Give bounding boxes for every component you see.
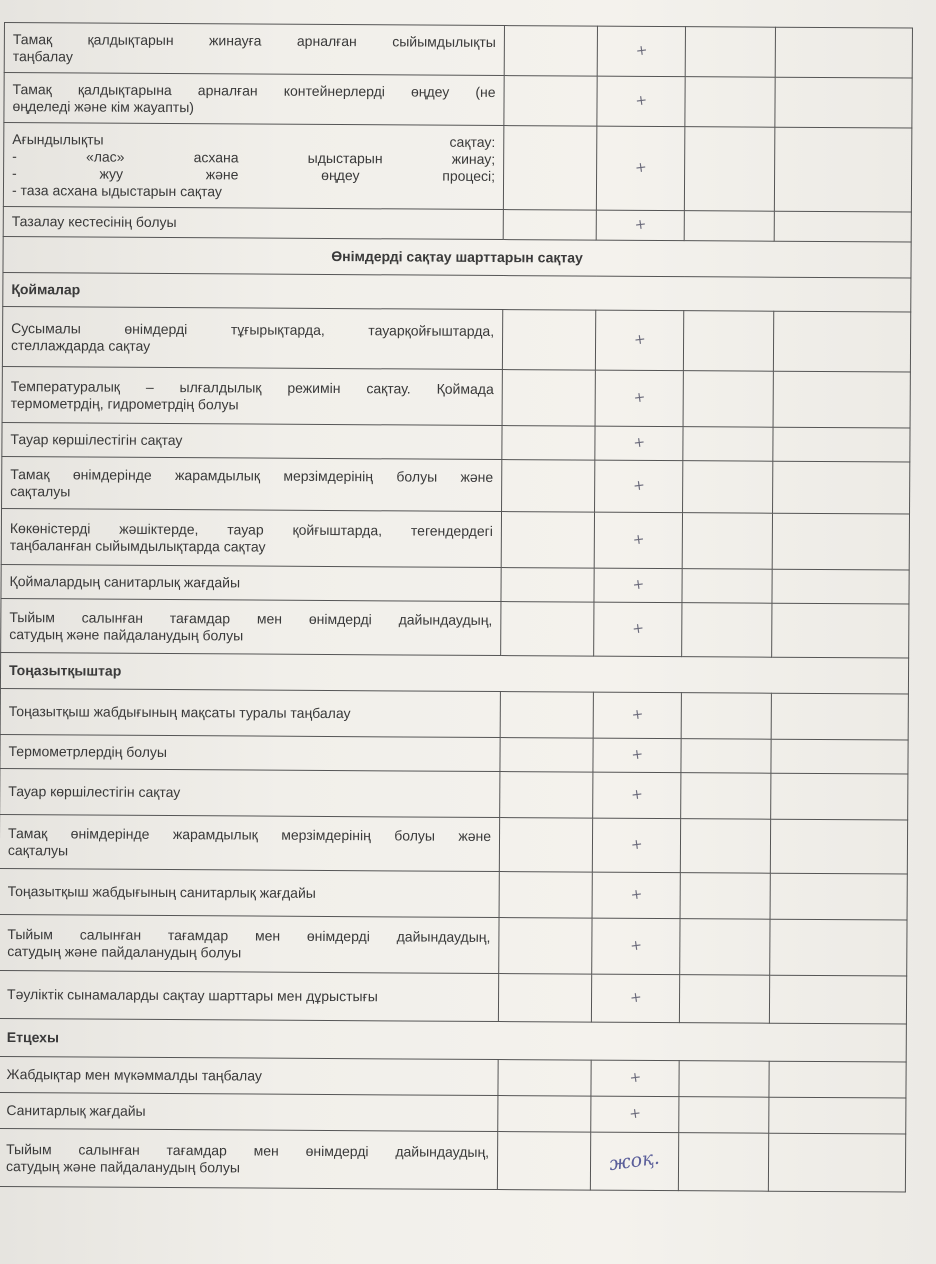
empty-cell bbox=[501, 602, 594, 657]
handwritten-mark bbox=[590, 1132, 678, 1191]
handwritten-mark bbox=[592, 918, 680, 975]
handwritten-mark bbox=[594, 512, 682, 569]
item-description bbox=[4, 73, 504, 126]
item-description bbox=[0, 1056, 498, 1095]
empty-cell bbox=[499, 872, 592, 919]
handwritten-mark bbox=[591, 1060, 679, 1097]
empty-cell bbox=[772, 603, 909, 658]
empty-cell bbox=[683, 427, 773, 462]
empty-cell bbox=[773, 427, 910, 462]
table-row bbox=[0, 914, 907, 976]
table-row bbox=[2, 422, 910, 462]
handwritten-mark-text: + bbox=[629, 886, 643, 904]
handwritten-mark bbox=[597, 26, 685, 77]
item-description-line: Көкөністерді жәшіктерде, тауар қойғыштарда, тегендердегі bbox=[9, 519, 493, 539]
empty-cell bbox=[768, 1133, 905, 1192]
empty-cell bbox=[683, 461, 773, 514]
handwritten-mark-text: жоқ. bbox=[607, 1146, 662, 1176]
item-description bbox=[3, 123, 504, 210]
handwritten-mark-text: + bbox=[629, 836, 644, 854]
handwritten-mark bbox=[594, 568, 682, 603]
item-description-line: Санитарлық жағдайы bbox=[6, 1102, 146, 1119]
table-row bbox=[3, 123, 911, 213]
table-row bbox=[0, 1056, 906, 1098]
table-row bbox=[1, 508, 909, 570]
table-row bbox=[4, 73, 912, 129]
item-description bbox=[0, 970, 499, 1021]
item-description-line: Температуралық – ылғалдылық режимін сақтау. Қоймада bbox=[10, 377, 494, 397]
handwritten-mark-text: + bbox=[628, 1069, 642, 1087]
handwritten-mark-text: + bbox=[634, 42, 649, 60]
empty-cell bbox=[773, 371, 910, 428]
item-description bbox=[0, 1128, 498, 1189]
handwritten-mark-text: + bbox=[633, 159, 648, 177]
item-description bbox=[3, 206, 503, 239]
handwritten-mark-text: + bbox=[630, 620, 645, 638]
empty-cell bbox=[503, 126, 597, 211]
empty-cell bbox=[685, 27, 775, 78]
empty-cell bbox=[682, 603, 772, 658]
empty-cell bbox=[771, 773, 908, 820]
handwritten-mark-text: + bbox=[628, 989, 643, 1007]
handwritten-mark-text: + bbox=[631, 434, 646, 452]
handwritten-mark bbox=[595, 460, 683, 513]
handwritten-mark bbox=[595, 426, 683, 461]
item-description-line: Тәуліктік сынамаларды сақтау шарттары мен дұрыстығы bbox=[7, 986, 378, 1005]
item-description-line: сақталуы bbox=[10, 482, 71, 499]
item-description-line: сатудың және пайдаланудың болуы bbox=[9, 625, 244, 643]
empty-cell bbox=[679, 1097, 769, 1134]
empty-cell bbox=[773, 461, 910, 514]
empty-cell bbox=[502, 460, 595, 513]
empty-cell bbox=[681, 739, 771, 774]
item-description-line: - жуу және өңдеу процесі; bbox=[12, 164, 496, 184]
table-row bbox=[0, 1128, 906, 1192]
item-description-line: Тыйым салынған тағамдар мен өнімдерді дайындаудың, bbox=[6, 1140, 490, 1160]
empty-cell bbox=[678, 1133, 768, 1192]
table-row bbox=[1, 564, 909, 604]
empty-cell bbox=[771, 739, 908, 774]
handwritten-mark bbox=[592, 818, 680, 873]
empty-cell bbox=[683, 371, 773, 428]
table-row bbox=[3, 272, 911, 312]
empty-cell bbox=[501, 568, 594, 603]
empty-cell bbox=[769, 1097, 906, 1134]
item-description-line: - «лас» асхана ыдыстарын жинау; bbox=[12, 147, 496, 167]
empty-cell bbox=[502, 426, 595, 461]
item-description-line: Тыйым салынған тағамдар мен өнімдерді дайындаудың, bbox=[7, 925, 491, 945]
item-description-line: сатудың және пайдаланудың болуы bbox=[5, 1157, 241, 1175]
empty-cell bbox=[773, 311, 910, 372]
subsection-heading: Етцехы bbox=[0, 1018, 906, 1062]
empty-cell bbox=[683, 311, 773, 372]
item-description-line: өңделеді және кім жауапты) bbox=[12, 97, 195, 115]
item-description bbox=[2, 306, 502, 369]
empty-cell bbox=[497, 1132, 590, 1191]
table-row bbox=[0, 1092, 906, 1134]
handwritten-mark bbox=[595, 370, 683, 427]
item-description-line: Тоңазытқыш жабдығының санитарлық жағдайы bbox=[7, 883, 316, 901]
item-description-line: Қоймалардың санитарлық жағдайы bbox=[9, 573, 241, 591]
empty-cell bbox=[500, 772, 593, 819]
item-description-line: термометрдің, гидрометрдің болуы bbox=[10, 394, 239, 412]
empty-cell bbox=[499, 918, 592, 975]
empty-cell bbox=[679, 1061, 769, 1098]
handwritten-mark bbox=[592, 872, 680, 919]
item-description-line: Тауар көршілестігін сақтау bbox=[8, 783, 181, 801]
empty-cell bbox=[682, 513, 772, 570]
item-description bbox=[2, 366, 502, 425]
handwritten-mark bbox=[591, 974, 679, 1023]
handwritten-mark bbox=[595, 310, 683, 371]
empty-cell bbox=[504, 26, 597, 77]
item-description-line: сақталуы bbox=[7, 841, 69, 858]
item-description bbox=[0, 814, 500, 871]
empty-cell bbox=[681, 693, 771, 740]
empty-cell bbox=[501, 512, 594, 569]
table-row bbox=[2, 306, 910, 372]
handwritten-mark bbox=[593, 772, 681, 819]
table-row bbox=[0, 688, 908, 740]
empty-cell bbox=[498, 974, 591, 1023]
handwritten-mark-text: + bbox=[628, 937, 643, 955]
handwritten-mark bbox=[596, 126, 685, 211]
empty-cell bbox=[681, 773, 771, 820]
inspection-checklist-table bbox=[0, 22, 913, 1193]
table-row bbox=[0, 814, 908, 874]
section-heading: Өнімдерді сақтау шарттарын сақтау bbox=[3, 236, 911, 278]
handwritten-mark bbox=[591, 1096, 679, 1133]
empty-cell bbox=[770, 873, 907, 920]
handwritten-mark-text: + bbox=[631, 531, 646, 549]
item-description bbox=[4, 23, 504, 76]
item-description-line: стеллаждарда сақтау bbox=[10, 336, 151, 354]
empty-cell bbox=[772, 569, 909, 604]
table-row bbox=[0, 868, 907, 920]
table-row bbox=[3, 236, 911, 278]
item-description bbox=[0, 914, 499, 973]
handwritten-mark bbox=[594, 602, 682, 657]
handwritten-mark-text: + bbox=[629, 786, 644, 804]
table-row bbox=[0, 768, 908, 820]
table-row bbox=[1, 598, 909, 658]
empty-cell bbox=[500, 738, 593, 773]
empty-cell bbox=[775, 77, 912, 128]
table-row bbox=[0, 1018, 906, 1062]
table-row bbox=[2, 456, 910, 514]
handwritten-mark-text: + bbox=[631, 477, 646, 495]
empty-cell bbox=[500, 692, 593, 739]
item-description bbox=[0, 768, 500, 817]
empty-cell bbox=[502, 310, 595, 371]
empty-cell bbox=[503, 210, 596, 241]
handwritten-mark bbox=[593, 692, 681, 739]
item-description bbox=[1, 564, 501, 601]
item-description bbox=[1, 598, 501, 655]
table-row bbox=[0, 734, 908, 774]
handwritten-mark-text: + bbox=[632, 389, 647, 407]
empty-cell bbox=[685, 77, 775, 128]
handwritten-mark-text: + bbox=[630, 746, 644, 764]
empty-cell bbox=[680, 819, 770, 874]
empty-cell bbox=[772, 513, 909, 570]
item-description bbox=[0, 688, 500, 737]
empty-cell bbox=[682, 569, 772, 604]
item-description bbox=[1, 508, 501, 567]
item-description-line: Тамақ өнімдерінде жарамдылық мерзімдерінің болуы және bbox=[10, 465, 494, 485]
empty-cell bbox=[684, 211, 774, 242]
handwritten-mark-text: + bbox=[634, 92, 648, 110]
subsection-heading: Қоймалар bbox=[3, 272, 911, 312]
item-description bbox=[0, 734, 500, 771]
empty-cell bbox=[770, 919, 907, 976]
item-description-line: Ағындылықты сақтау: bbox=[12, 130, 496, 150]
handwritten-mark-text: + bbox=[631, 576, 645, 594]
item-description-line: Тамақ өнімдерінде жарамдылық мерзімдерінің болуы және bbox=[7, 824, 492, 844]
item-description bbox=[2, 422, 502, 459]
empty-cell bbox=[679, 975, 769, 1024]
table-row bbox=[4, 23, 912, 79]
item-description-line: - таза асхана ыдыстарын сақтау bbox=[11, 181, 222, 199]
item-description-line: Термометрлердің болуы bbox=[8, 743, 168, 761]
item-description bbox=[2, 456, 502, 511]
empty-cell bbox=[769, 1061, 906, 1098]
empty-cell bbox=[684, 127, 775, 212]
empty-cell bbox=[499, 818, 592, 873]
handwritten-mark bbox=[596, 210, 684, 241]
item-description-line: Тамақ қалдықтарына арналған контейнерлерді өңдеу (не bbox=[12, 80, 496, 100]
item-description-line: таңбалау bbox=[12, 47, 73, 64]
table-row bbox=[2, 366, 910, 428]
item-description-line: Сусымалы өнімдерді тұғырықтарда, тауарқойғыштарда, bbox=[11, 319, 495, 339]
item-description-line: Жабдықтар мен мүкәммалды таңбалау bbox=[6, 1066, 262, 1084]
empty-cell bbox=[504, 76, 597, 127]
empty-cell bbox=[498, 1096, 591, 1133]
empty-cell bbox=[770, 819, 907, 874]
subsection-heading: Тоңазытқыштар bbox=[0, 652, 908, 694]
item-description bbox=[0, 1092, 498, 1131]
handwritten-mark bbox=[597, 76, 685, 127]
handwritten-mark-text: + bbox=[630, 706, 645, 724]
item-description-line: Тыйым салынған тағамдар мен өнімдерді дайындаудың, bbox=[9, 608, 493, 628]
empty-cell bbox=[498, 1060, 591, 1097]
item-description-line: Тауар көршілестігін сақтау bbox=[10, 431, 183, 449]
empty-cell bbox=[680, 873, 770, 920]
empty-cell bbox=[680, 919, 770, 976]
item-description-line: Тамақ қалдықтарын жинауға арналған сыйымдылықты bbox=[12, 30, 496, 50]
handwritten-mark-text: + bbox=[633, 216, 648, 234]
handwritten-mark-text: + bbox=[632, 331, 647, 349]
item-description bbox=[0, 868, 499, 917]
item-description-line: сатудың және пайдаланудың болуы bbox=[7, 942, 242, 960]
item-description-line: таңбаланған сыйымдылықтарда сақтау bbox=[9, 536, 266, 555]
empty-cell bbox=[774, 127, 912, 212]
table-row bbox=[0, 652, 908, 694]
empty-cell bbox=[771, 693, 908, 740]
item-description-line: Тоңазытқыш жабдығының мақсаты туралы таңбалау bbox=[8, 703, 351, 722]
empty-cell bbox=[502, 370, 595, 427]
handwritten-mark bbox=[593, 738, 681, 773]
table-row bbox=[0, 970, 907, 1024]
handwritten-mark-text: + bbox=[627, 1105, 642, 1123]
empty-cell bbox=[775, 27, 912, 78]
empty-cell bbox=[769, 975, 906, 1024]
item-description-line: Тазалау кестесінің болуы bbox=[11, 213, 177, 231]
empty-cell bbox=[774, 211, 911, 242]
